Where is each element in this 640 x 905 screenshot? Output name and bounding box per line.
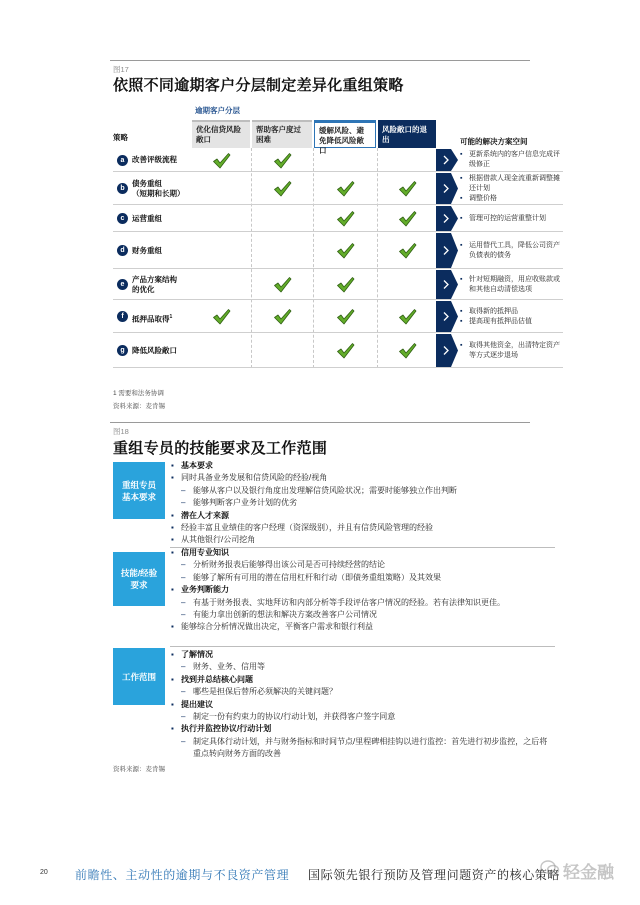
matrix-row (113, 333, 563, 368)
wechat-icon (540, 859, 560, 877)
solution-list (460, 300, 560, 333)
strategy-label (132, 312, 172, 325)
requirement-head: ▪ 基本要求 (171, 460, 555, 472)
footer-report-title: 前瞻性、主动性的逾期与不良资产管理 (75, 868, 290, 882)
check-icon (336, 242, 355, 259)
check-icon (398, 242, 417, 259)
requirement-bullet: ▪ 经验丰富且业绩佳的客户经理（资深级别），并且有信贷风险管理的经验 (171, 522, 555, 534)
figure-18-title: 重组专员的技能要求及工作范围 (113, 440, 328, 457)
solution-list (460, 333, 560, 368)
requirement-dash: – 财务、业务、信用等 (171, 661, 555, 673)
requirement-dash: – 能够了解所有可用的潜在信用杠杆和行动（即债务重组策略）及其效果 (171, 572, 555, 584)
requirement-dash: – 制定一份有约束力的协议/行动计划，并获得客户签字同意 (171, 711, 555, 723)
strategy-label-line: 财务重组 (132, 245, 162, 255)
requirement-dash: – 能够判断客户业务计划的优劣 (171, 497, 555, 509)
row-letter-badge: f (117, 311, 128, 322)
matrix-row (113, 232, 563, 269)
matrix-row (113, 205, 563, 232)
chevron-right-icon (436, 205, 459, 232)
row-letter-badge: d (117, 245, 128, 256)
chevron-right-icon (436, 300, 459, 333)
solution-item: ▪ 根据借款人现金流重新调整摊还计划 (460, 174, 560, 194)
section-divider (170, 547, 555, 548)
requirement-bullet: ▪ 能够综合分析情况做出决定，平衡客户需求和银行利益 (171, 621, 555, 633)
figure-18-source: 资料来源：麦肯锡 (113, 766, 165, 773)
check-icon (212, 152, 231, 169)
strategy-label (132, 179, 185, 199)
page-number: 20 (40, 869, 48, 876)
requirement-head: ▪ 找到并总结核心问题 (171, 674, 555, 686)
strategy-label-line: 改善评级流程 (132, 155, 177, 164)
requirement-dash: – 分析财务报表后能够得出该公司是否可持续经营的结论 (171, 559, 555, 571)
row-letter-badge: g (117, 345, 128, 356)
solution-item: ▪ 取得其他资金，出清特定资产等方式逐步退场 (460, 341, 560, 361)
check-icon (398, 342, 417, 359)
strategy-label (132, 346, 177, 356)
requirement-head: ▪ 潜在人才来源 (171, 510, 555, 522)
customer-segment-header: 逾期客户分层 (195, 106, 240, 115)
solution-list (460, 205, 560, 232)
strategy-label (132, 246, 162, 256)
footnote-marker: 1 (169, 313, 173, 320)
section-item-list (171, 460, 555, 547)
solution-list (460, 232, 560, 269)
solution-item: ▪ 提高现有抵押品估值 (460, 317, 560, 327)
figure-17-footnote: 1 需要和法务协调 (113, 390, 164, 397)
solution-item: ▪ 针对短期融资，用应收账款或和其他自动清偿选项 (460, 275, 560, 295)
section-item-list (171, 649, 555, 761)
strategy-header: 策略 (113, 133, 128, 142)
solution-list (460, 148, 560, 172)
requirement-bullet: ▪ 从其他银行/公司挖角 (171, 534, 555, 546)
check-icon (336, 342, 355, 359)
solution-space-header: 可能的解决方案空间 (460, 137, 528, 146)
matrix-row (113, 172, 563, 205)
check-icon (398, 308, 417, 325)
requirement-head: ▪ 执行并监控协议/行动计划 (171, 723, 555, 735)
solution-item: ▪ 取得新的抵押品 (460, 307, 560, 317)
requirement-head: ▪ 信用专业知识 (171, 547, 555, 559)
requirement-dash: – 有能力拿出创新的想法和解决方案改善客户公司情况 (171, 609, 555, 621)
section-label: 重组专员基本要求 (113, 462, 165, 519)
figure-17-label: 图17 (113, 65, 129, 74)
section-label: 工作范围 (113, 648, 165, 705)
check-icon (273, 180, 292, 197)
row-letter-badge: e (117, 279, 128, 290)
solution-item: ▪ 管理可控的运营重整计划 (460, 214, 560, 224)
requirement-head: ▪ 提出建议 (171, 699, 555, 711)
section-rule (110, 422, 530, 423)
strategy-label-line: （短期和长期） (132, 188, 185, 198)
section-divider (170, 646, 555, 647)
chevron-right-icon (436, 148, 459, 172)
check-icon (398, 210, 417, 227)
check-icon (273, 276, 292, 293)
strategy-label-line: 运营重组 (132, 213, 162, 223)
requirement-bullet: ▪ 同时具备业务发展和信贷风险的经验/视角 (171, 472, 555, 484)
check-icon (336, 308, 355, 325)
section-label: 技能/经验要求 (113, 552, 165, 606)
requirement-dash: – 制定具体行动计划，并与财务指标和时间节点/里程碑相挂钩以进行监控：首先进行初步监控，之后将重点转向财务方面的改善 (171, 736, 555, 761)
strategy-label (132, 214, 162, 224)
check-icon (336, 180, 355, 197)
chevron-right-icon (436, 232, 459, 269)
requirement-dash: – 有基于财务报表、实地拜访和内部分析等手段评估客户情况的经验。若有法律知识更佳。 (171, 597, 555, 609)
figure-17-title: 依照不同逾期客户分层制定差异化重组策略 (113, 77, 404, 94)
row-letter-badge: c (117, 213, 128, 224)
top-rule (110, 60, 530, 61)
solution-item: ▪ 更新系统内的客户信息完成评级修正 (460, 150, 560, 170)
chevron-right-icon (436, 333, 459, 368)
column-header-3: 缓解风险、避免降低风险敞口 (314, 120, 376, 148)
check-icon (398, 180, 417, 197)
solution-list (460, 172, 560, 205)
chevron-right-icon (436, 172, 459, 205)
chevron-right-icon (436, 269, 459, 300)
row-letter-badge: a (117, 155, 128, 166)
matrix-row (113, 300, 563, 333)
solution-list (460, 269, 560, 300)
check-icon (273, 308, 292, 325)
solution-item: ▪ 调整价格 (460, 194, 560, 204)
strategy-label-line: 的优化 (132, 284, 155, 294)
matrix-row (113, 148, 563, 172)
requirement-dash: – 能够从客户以及银行角度出发理解信贷风险状况；需要时能够独立作出判断 (171, 485, 555, 497)
section-item-list (171, 547, 555, 634)
check-icon (212, 308, 231, 325)
requirement-head: ▪ 了解情况 (171, 649, 555, 661)
solution-item: ▪ 运用替代工具，降低公司资产负债表的债务 (460, 241, 560, 261)
strategy-label (132, 275, 177, 295)
strategy-label-line: 产品方案结构 (132, 274, 177, 284)
column-header-4: 风险敞口的退出 (378, 120, 436, 148)
figure-17-source: 资料来源：麦肯锡 (113, 403, 165, 410)
column-header-1: 优化信贷风险敞口 (192, 120, 250, 148)
strategy-label-line (132, 312, 172, 325)
matrix-row (113, 269, 563, 300)
strategy-label-line: 债务重组 (132, 178, 162, 188)
watermark: 轻金融 (563, 863, 614, 882)
footer-report-subtitle: 国际领先银行预防及管理问题资产的核心策略 (308, 868, 561, 882)
check-icon (273, 152, 292, 169)
strategy-label-line: 降低风险敞口 (132, 345, 177, 355)
requirement-head: ▪ 业务判断能力 (171, 584, 555, 596)
row-letter-badge: b (117, 183, 128, 194)
requirement-dash: – 哪些是担保后替所必须解决的关键问题？ (171, 686, 555, 698)
strategy-label (132, 155, 177, 165)
check-icon (336, 210, 355, 227)
check-icon (336, 276, 355, 293)
figure-18-label: 图18 (113, 427, 129, 436)
strategy-label-text: 抵押品取得 (132, 314, 170, 323)
column-header-2: 帮助客户度过困难 (252, 120, 312, 148)
